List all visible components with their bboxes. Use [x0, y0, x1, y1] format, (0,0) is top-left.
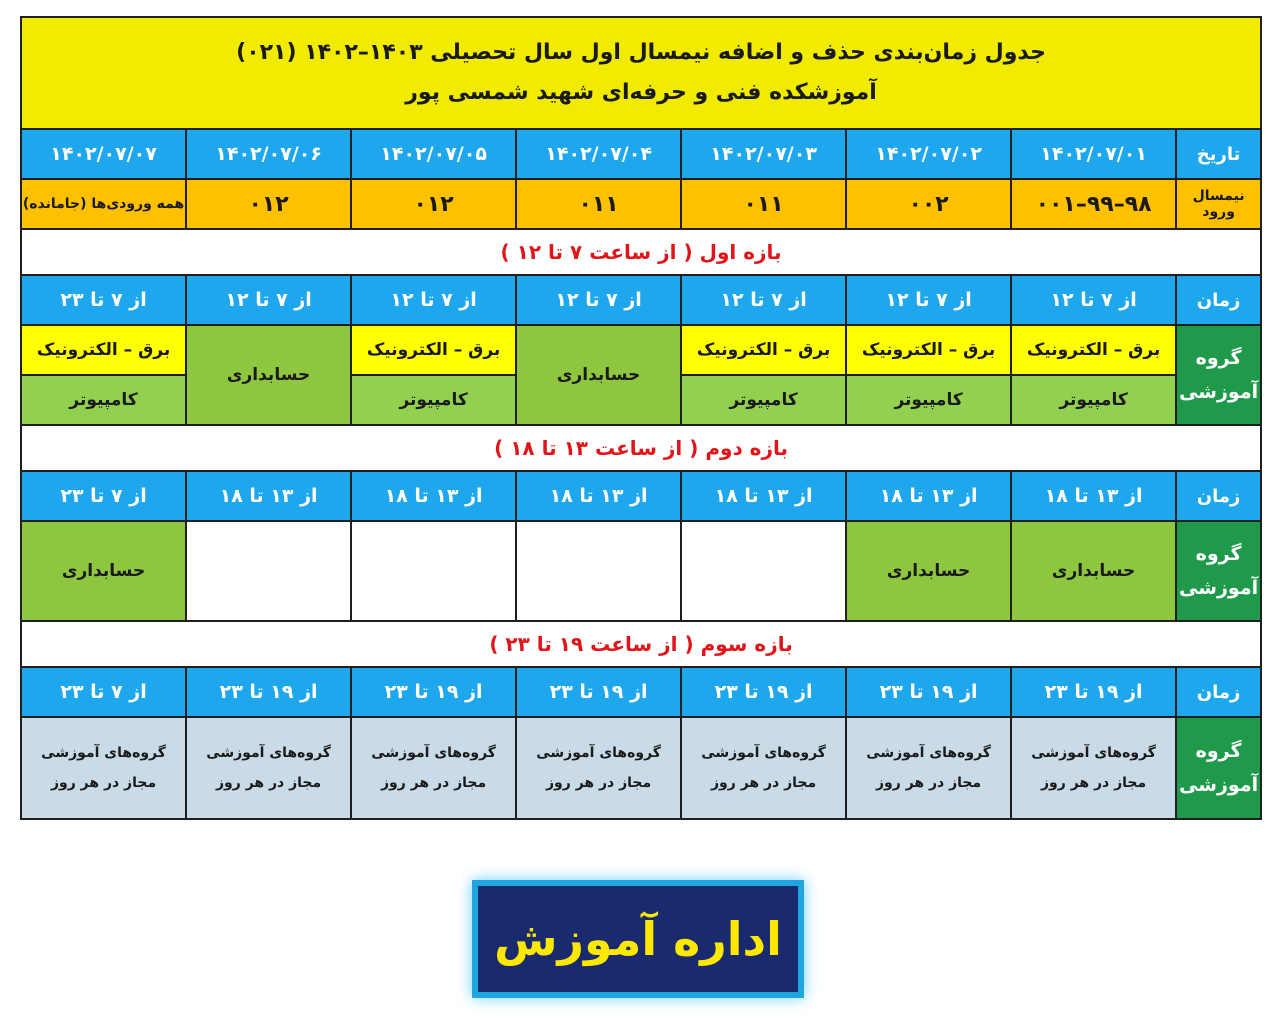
- time-cell: از ۱۹ تا ۲۳: [351, 667, 516, 717]
- entry-cell: ۰۱۱: [516, 179, 681, 229]
- allowed-line-1: گروه‌های آموزشی: [371, 745, 496, 761]
- group-computer: کامپیوتر: [681, 375, 846, 425]
- group-accounting: حسابداری: [516, 325, 681, 425]
- education-office-logo: [472, 880, 804, 998]
- time-cell: از ۱۹ تا ۲۳: [1011, 667, 1176, 717]
- date-cell: ۱۴۰۲/۰۷/۰۷: [21, 129, 186, 179]
- time-cell: از ۱۳ تا ۱۸: [516, 471, 681, 521]
- date-label: تاریخ: [1176, 129, 1261, 179]
- time-cell: از ۷ تا ۱۲: [186, 275, 351, 325]
- allowed-groups-cell: [21, 717, 186, 819]
- date-cell: ۱۴۰۲/۰۷/۰۱: [1011, 129, 1176, 179]
- entry-cell: ۹۸–۹۹–۰۰۱: [1011, 179, 1176, 229]
- group-label: گروه آموزشی: [1176, 717, 1261, 819]
- allowed-line-1: گروه‌های آموزشی: [536, 745, 661, 761]
- group-accounting: حسابداری: [1011, 521, 1176, 621]
- date-cell: ۱۴۰۲/۰۷/۰۳: [681, 129, 846, 179]
- time-cell: از ۷ تا ۲۳: [21, 471, 186, 521]
- allowed-groups-cell: [681, 717, 846, 819]
- group-computer: کامپیوتر: [846, 375, 1011, 425]
- group-electronics: برق – الکترونیک: [351, 325, 516, 375]
- entry-cell: ۰۱۱: [681, 179, 846, 229]
- time-cell: از ۷ تا ۱۲: [351, 275, 516, 325]
- entry-cell: ۰۱۲: [351, 179, 516, 229]
- time-label: زمان: [1176, 275, 1261, 325]
- allowed-line-2: مجاز در هر روز: [546, 775, 652, 791]
- time-label: زمان: [1176, 667, 1261, 717]
- time-cell: از ۷ تا ۱۲: [681, 275, 846, 325]
- time-cell: از ۱۳ تا ۱۸: [186, 471, 351, 521]
- group-accounting: حسابداری: [846, 521, 1011, 621]
- empty-cell: [351, 521, 516, 621]
- group-accounting: حسابداری: [21, 521, 186, 621]
- allowed-line-1: گروه‌های آموزشی: [1031, 745, 1156, 761]
- allowed-groups-cell: [516, 717, 681, 819]
- time-cell: از ۷ تا ۱۲: [846, 275, 1011, 325]
- time-cell: از ۱۹ تا ۲۳: [846, 667, 1011, 717]
- title-line-2: آموزشکده فنی و حرفه‌ای شهید شمسی پور: [405, 80, 877, 105]
- allowed-groups-cell: [186, 717, 351, 819]
- allowed-line-1: گروه‌های آموزشی: [866, 745, 991, 761]
- session-3-title: بازه سوم ( از ساعت ۱۹ تا ۲۳ ): [21, 621, 1261, 667]
- allowed-line-2: مجاز در هر روز: [876, 775, 982, 791]
- group-accounting: حسابداری: [186, 325, 351, 425]
- allowed-line-1: گروه‌های آموزشی: [701, 745, 826, 761]
- allowed-line-2: مجاز در هر روز: [1041, 775, 1147, 791]
- allowed-groups-cell: [351, 717, 516, 819]
- schedule-table: [20, 16, 1262, 820]
- time-cell: از ۱۹ تا ۲۳: [516, 667, 681, 717]
- allowed-line-1: گروه‌های آموزشی: [41, 745, 166, 761]
- group-label: گروه آموزشی: [1176, 325, 1261, 425]
- time-cell: از ۱۹ تا ۲۳: [681, 667, 846, 717]
- time-cell: از ۱۳ تا ۱۸: [846, 471, 1011, 521]
- allowed-line-2: مجاز در هر روز: [711, 775, 817, 791]
- allowed-groups-cell: [846, 717, 1011, 819]
- group-electronics: برق – الکترونیک: [846, 325, 1011, 375]
- allowed-line-1: گروه‌های آموزشی: [206, 745, 331, 761]
- date-cell: ۱۴۰۲/۰۷/۰۴: [516, 129, 681, 179]
- group-electronics: برق – الکترونیک: [21, 325, 186, 375]
- session-2-title: بازه دوم ( از ساعت ۱۳ تا ۱۸ ): [21, 425, 1261, 471]
- time-cell: از ۷ تا ۱۲: [1011, 275, 1176, 325]
- group-computer: کامپیوتر: [21, 375, 186, 425]
- time-label: زمان: [1176, 471, 1261, 521]
- allowed-line-2: مجاز در هر روز: [381, 775, 487, 791]
- schedule-table-wrapper: [20, 16, 1260, 820]
- entry-cell: همه ورودی‌ها (جامانده): [21, 179, 186, 229]
- allowed-line-2: مجاز در هر روز: [216, 775, 322, 791]
- empty-cell: [186, 521, 351, 621]
- entry-label: نیمسال ورود: [1176, 179, 1261, 229]
- group-computer: کامپیوتر: [1011, 375, 1176, 425]
- time-cell: از ۷ تا ۲۳: [21, 667, 186, 717]
- time-cell: از ۱۳ تا ۱۸: [681, 471, 846, 521]
- group-label: گروه آموزشی: [1176, 521, 1261, 621]
- time-cell: از ۱۳ تا ۱۸: [1011, 471, 1176, 521]
- session-1-title: بازه اول ( از ساعت ۷ تا ۱۲ ): [21, 229, 1261, 275]
- entry-cell: ۰۰۲: [846, 179, 1011, 229]
- title-line-1: جدول زمان‌بندی حذف و اضافه نیمسال اول سال تحصیلی ۱۴۰۳–۱۴۰۲ (۰۲۱): [236, 40, 1046, 65]
- time-cell: از ۷ تا ۲۳: [21, 275, 186, 325]
- empty-cell: [681, 521, 846, 621]
- date-cell: ۱۴۰۲/۰۷/۰۲: [846, 129, 1011, 179]
- date-cell: ۱۴۰۲/۰۷/۰۵: [351, 129, 516, 179]
- time-cell: از ۱۹ تا ۲۳: [186, 667, 351, 717]
- logo-text: اداره آموزش: [494, 912, 782, 966]
- time-cell: از ۱۳ تا ۱۸: [351, 471, 516, 521]
- table-title: [21, 17, 1261, 129]
- group-electronics: برق – الکترونیک: [681, 325, 846, 375]
- empty-cell: [516, 521, 681, 621]
- date-cell: ۱۴۰۲/۰۷/۰۶: [186, 129, 351, 179]
- time-cell: از ۷ تا ۱۲: [516, 275, 681, 325]
- allowed-line-2: مجاز در هر روز: [50, 775, 157, 791]
- group-electronics: برق – الکترونیک: [1011, 325, 1176, 375]
- allowed-groups-cell: [1011, 717, 1176, 819]
- entry-cell: ۰۱۲: [186, 179, 351, 229]
- group-computer: کامپیوتر: [351, 375, 516, 425]
